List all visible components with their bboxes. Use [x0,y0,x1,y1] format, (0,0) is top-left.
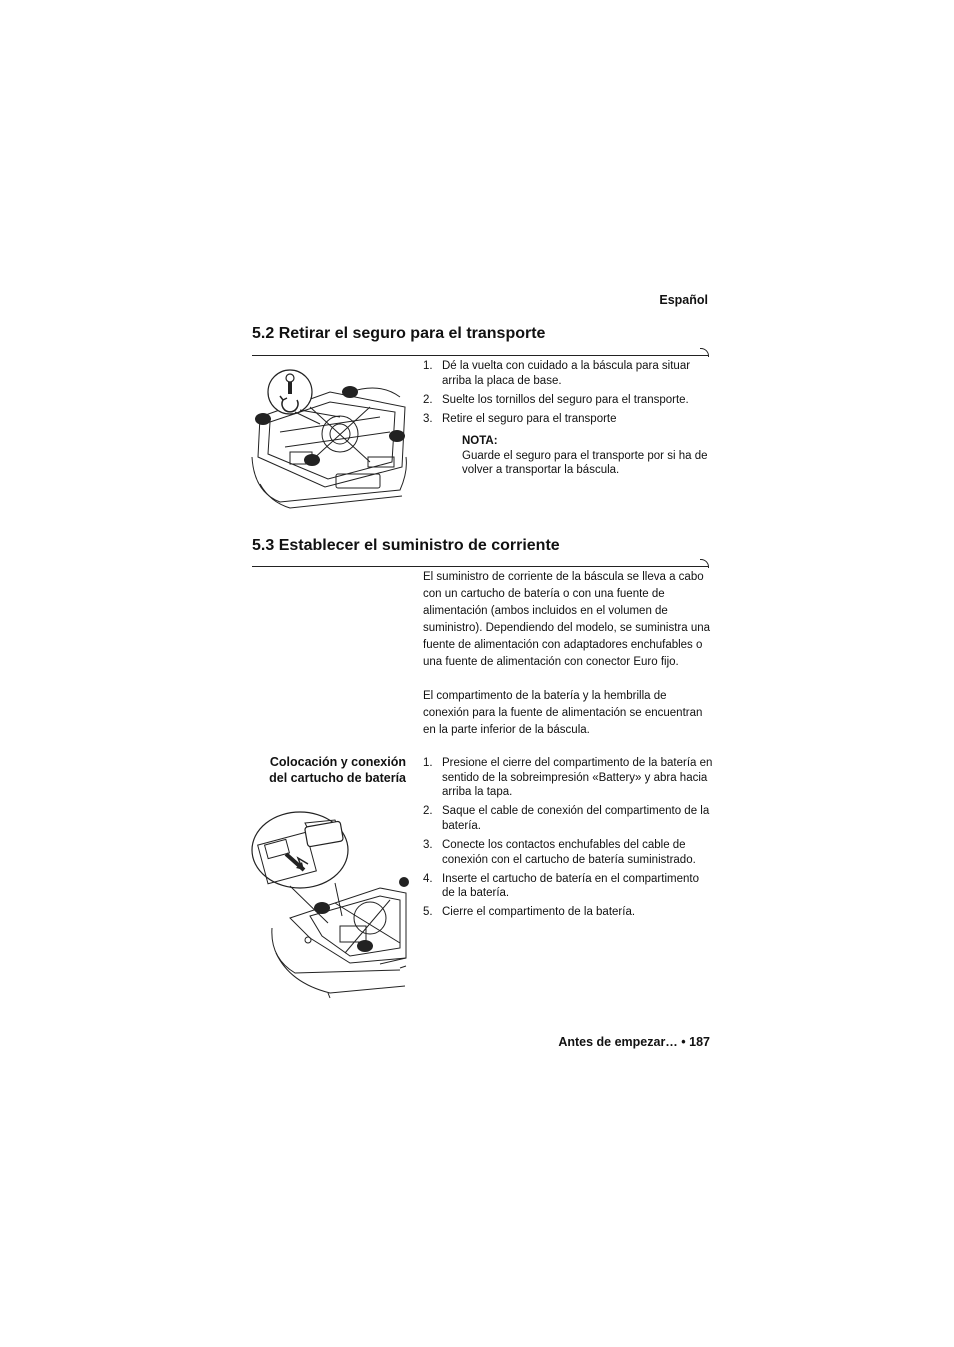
section-5-3-steps [423,756,713,924]
battery-subheading: Colocación y conexión del cartucho de batería [269,755,406,785]
list-item: 3. Conecte los contactos enchufables del cable de conexión con el cartucho de batería suministrado. [423,838,696,866]
note-title: NOTA: [462,435,498,447]
section-5-3-heading: 5.3 Establecer el suministro de corriente [252,537,560,554]
note-block [462,434,712,478]
section-divider [252,566,708,567]
language-label: Español [659,293,708,307]
list-item: 4. Inserte el cartucho de batería en el compartimento de la batería. [423,872,699,900]
list-item: 5. Cierre el compartimento de la batería. [423,906,636,919]
list-item: 3. Retire el seguro para el transporte [423,412,617,425]
transport-lock-illustration [250,362,410,522]
battery-insertion-illustration [250,808,410,1003]
list-item: 1. Dé la vuelta con cuidado a la báscula para situar arriba la placa de base. [423,360,691,387]
page-footer: Antes de empezar… • 187 [558,1035,710,1049]
section-5-2-heading: 5.2 Retirar el seguro para el transporte [252,325,546,342]
battery-compartment-paragraph: El compartimento de la batería y la hembrilla de conexión para la fuente de alimentación se encuentran en la parte inferior de la báscula. [423,690,703,736]
list-item: 2. Suelte los tornillos del seguro para el transporte. [423,393,689,406]
section-divider [252,355,708,356]
power-supply-paragraph: El suministro de corriente de la báscula se lleva a cabo con un cartucho de batería o con una fuente de alimentación (ambos incluidos en el volumen de suministro). Dependiendo del modelo, se suministra una fuente de alimentación con adaptadores enchufables o una fuente de alimentación con conector Euro fijo. [423,571,711,668]
note-text: Guarde el seguro para el transporte por si ha de volver a transportar la báscula. [462,449,708,477]
section-5-2-steps [423,359,713,431]
list-item: 1. Presione el cierre del compartimento de la batería en sentido de la sobreimpresión «Battery» y abra hacia arriba la tapa. [423,757,713,799]
list-item: 2. Saque el cable de conexión del compartimento de la batería. [423,805,710,832]
